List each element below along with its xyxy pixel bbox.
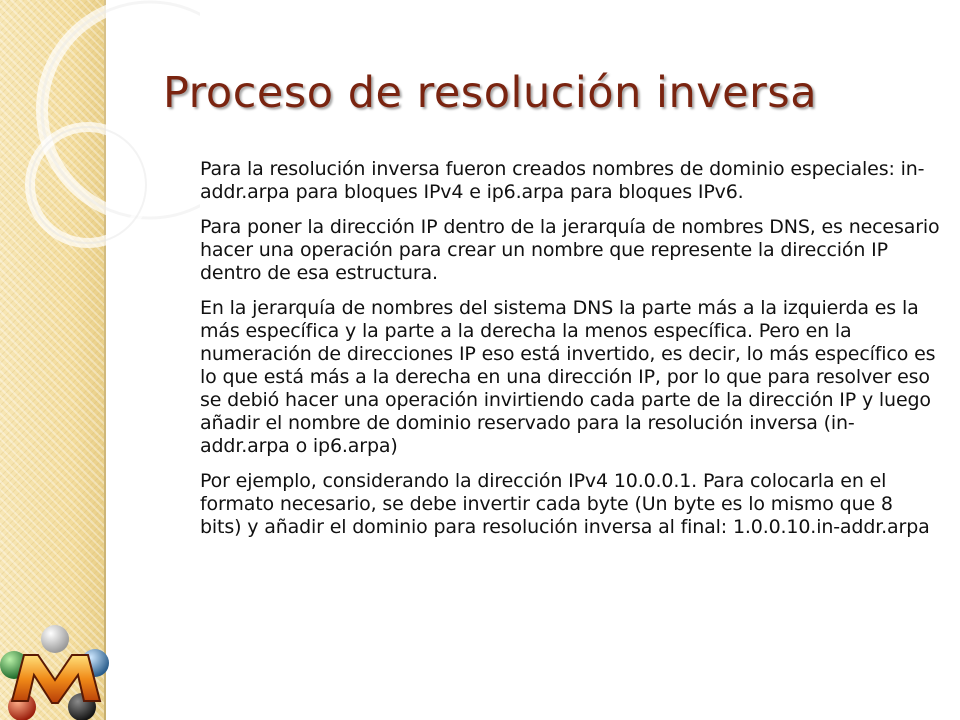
paragraph-2: Para poner la dirección IP dentro de la jerarquía de nombres DNS, es necesario hacer una operación para crear un nombre que represente la dirección IP dentro de esa estructura. <box>200 216 940 284</box>
mana-symbols-logo-icon <box>0 625 112 720</box>
paragraph-4: Por ejemplo, considerando la dirección IPv4 10.0.0.1. Para colocarla en el formato necesario, se debe invertir cada byte (Un byte es lo mismo que 8 bits) y añadir el dominio para resolución inversa al final: 1.0.0.10.in-addr.arpa <box>200 470 930 538</box>
paragraph-1: Para la resolución inversa fueron creados nombres de dominio especiales: in-addr.arpa para bloques IPv4 e ip6.arpa para bloques IPv6. <box>200 158 925 203</box>
decorative-rings-icon <box>0 0 200 340</box>
paragraph-3: En la jerarquía de nombres del sistema DNS la parte más a la izquierda es la más específica y la parte a la derecha la menos específica. Pero en la numeración de direcciones IP eso está invertido, es decir, lo más específico es lo que está más a la derecha en una dirección IP, por lo que para resolver eso se debió hacer una operación invirtiendo cada parte de la dirección IP y luego añadir el nombre de dominio reservado para la resolución inversa (in-addr.arpa o ip6.arpa) <box>200 297 936 457</box>
slide-body <box>200 158 940 551</box>
slide-title: Proceso de resolución inversa <box>163 68 818 118</box>
